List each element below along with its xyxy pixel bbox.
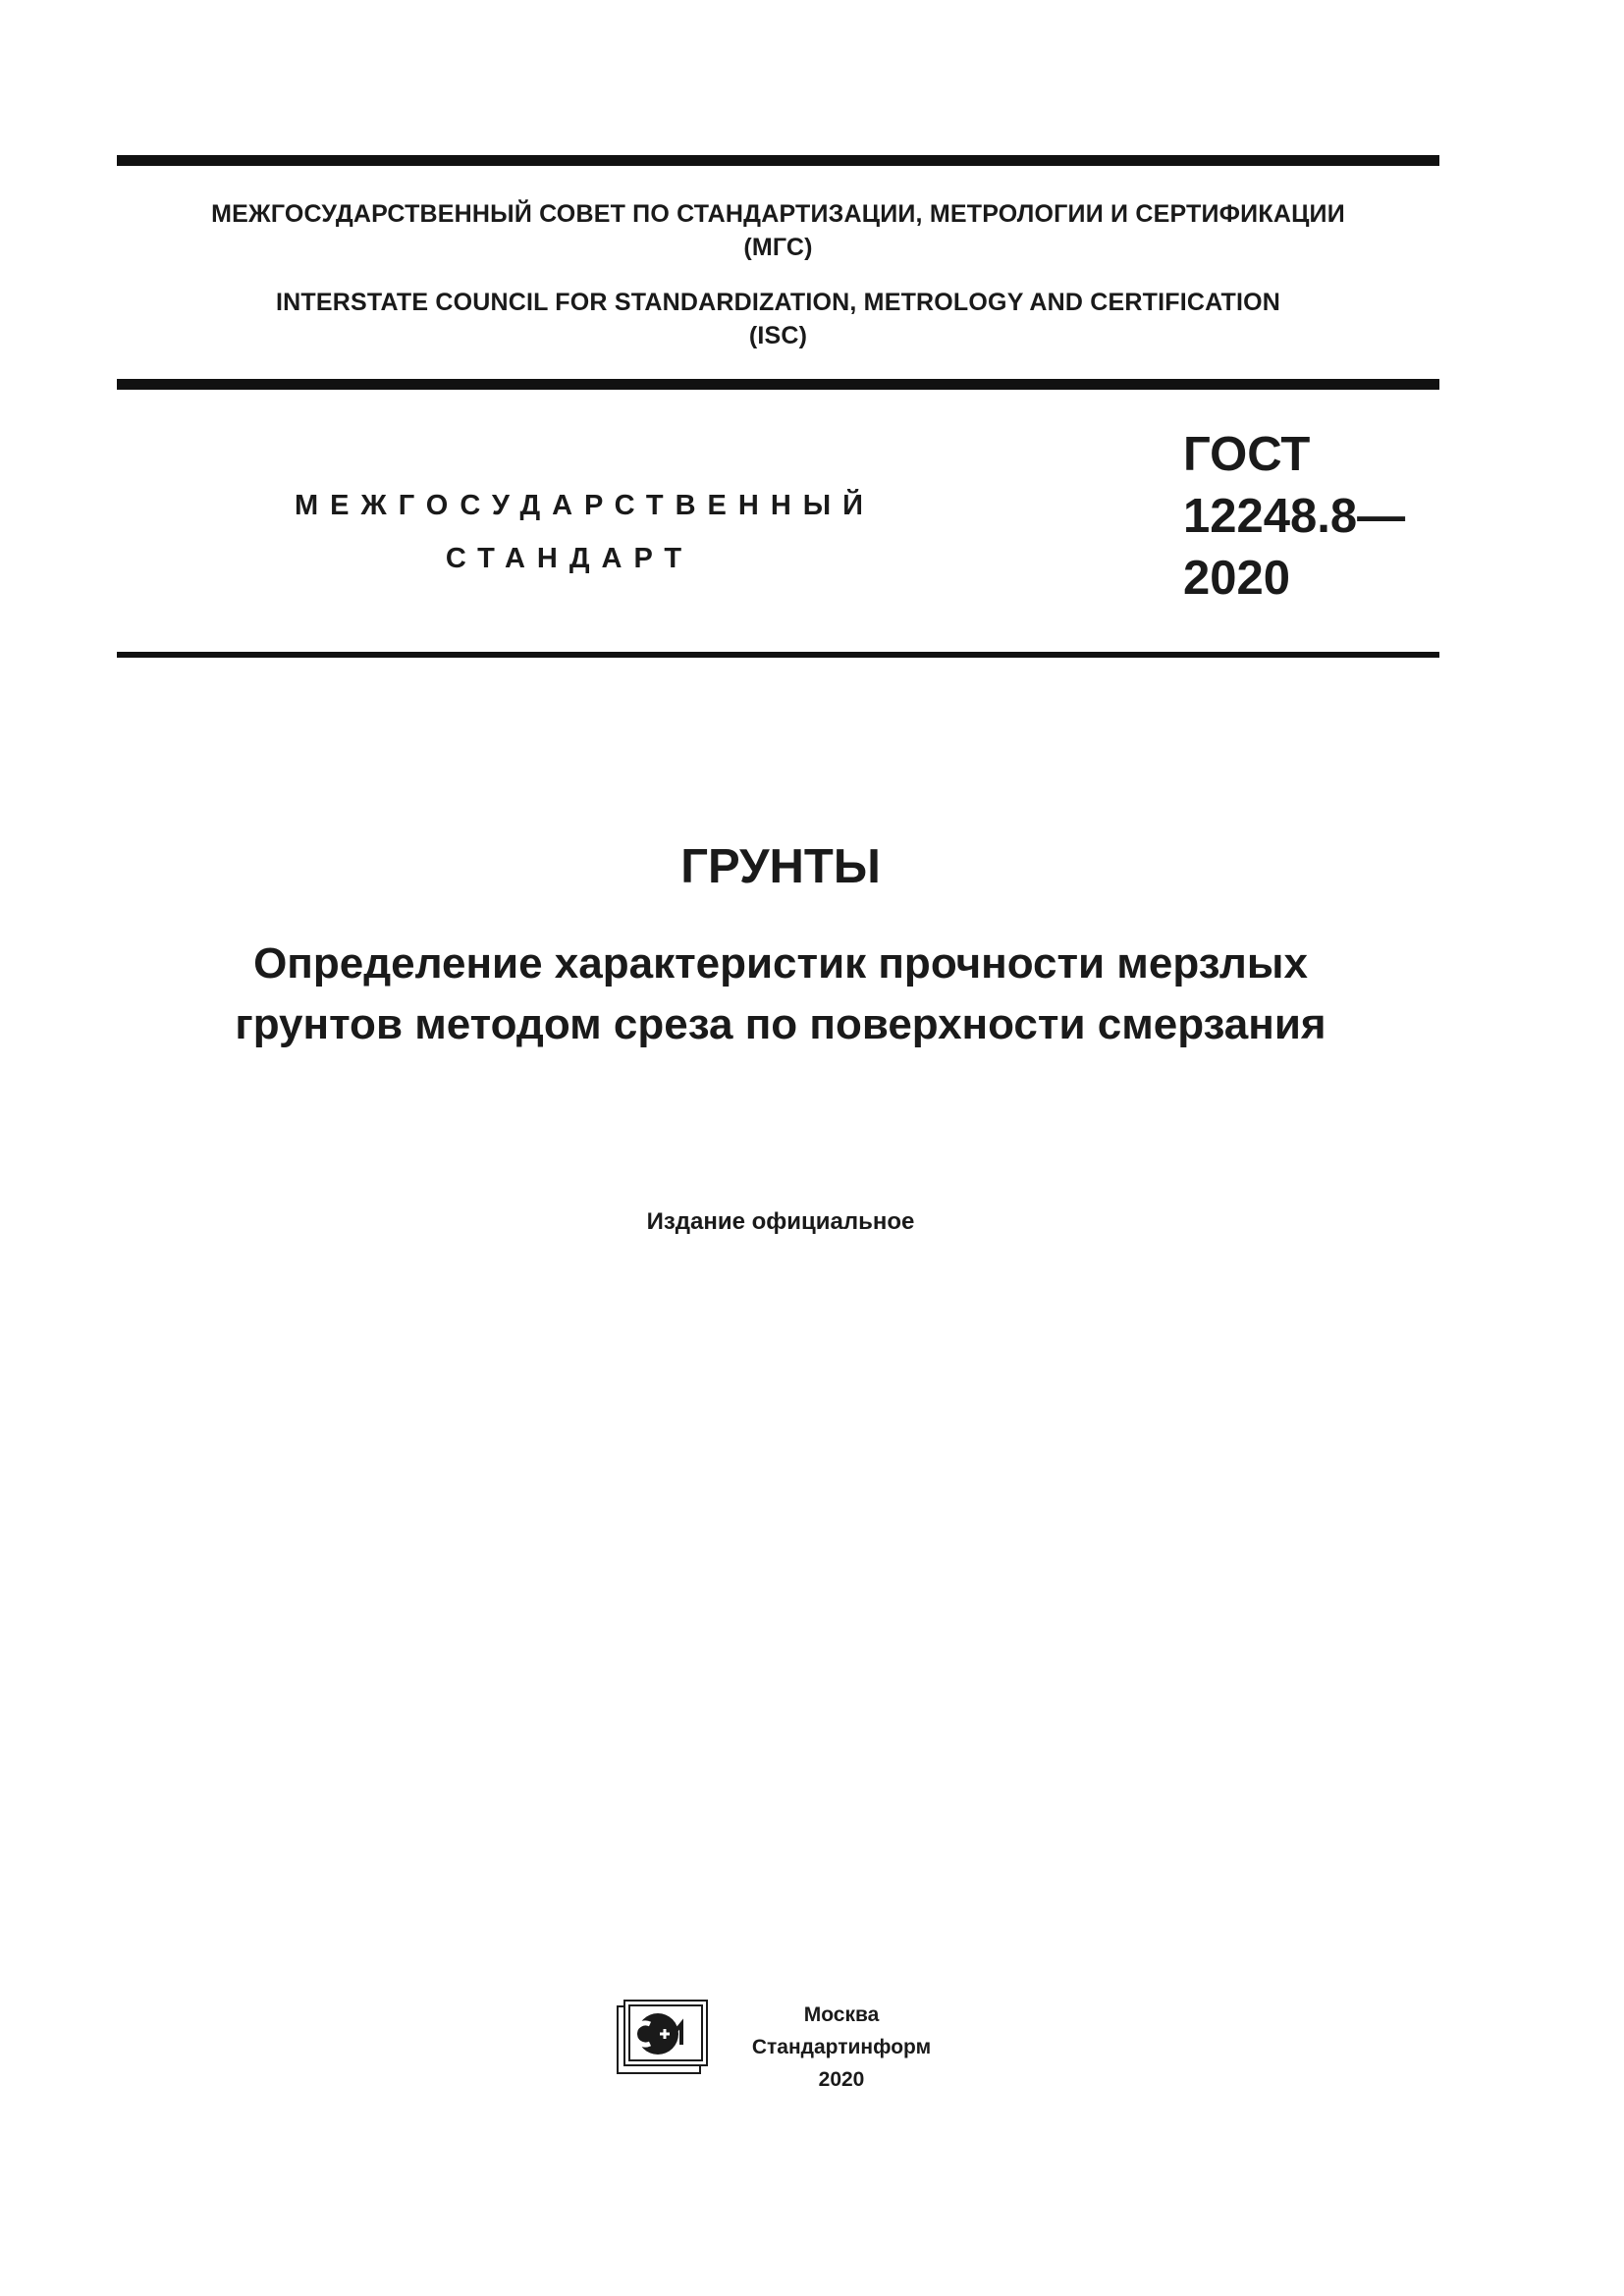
standard-type-line1: МЕЖГОСУДАРСТВЕННЫЙ — [295, 490, 876, 521]
council-name-en — [117, 286, 1439, 352]
standartinform-logo-icon — [617, 1999, 708, 2075]
publisher-city: Москва — [803, 2003, 880, 2026]
standard-code — [1183, 424, 1438, 610]
council-name-en-line1: INTERSTATE COUNCIL FOR STANDARDIZATION, METROLOGY AND CERTIFICATION — [275, 289, 1281, 316]
document-subtitle — [0, 934, 1561, 1055]
standard-type-line2: СТАНДАРТ — [445, 543, 694, 574]
council-abbrev-ru: (МГС) — [743, 234, 813, 261]
top-divider — [117, 155, 1439, 166]
council-name-ru-line1: МЕЖГОСУДАРСТВЕННЫЙ СОВЕТ ПО СТАНДАРТИЗАЦИИ, МЕТРОЛОГИИ И СЕРТИФИКАЦИИ — [211, 200, 1345, 228]
standard-code-line2: 12248.8— — [1183, 490, 1406, 543]
middle-divider — [117, 379, 1439, 390]
publisher-name: Стандартинформ — [751, 2036, 932, 2058]
publisher-info — [719, 1999, 964, 2096]
document-subtitle-line2: грунтов методом среза по поверхности смерзания — [235, 1000, 1326, 1048]
council-abbrev-en: (ISC) — [748, 322, 808, 349]
document-title: ГРУНТЫ — [680, 840, 881, 893]
standard-code-line1: ГОСТ — [1183, 428, 1311, 481]
council-name-ru — [117, 197, 1439, 264]
standard-code-line3: 2020 — [1183, 552, 1291, 605]
edition-note: Издание официальное — [646, 1208, 915, 1235]
publication-year: 2020 — [818, 2068, 865, 2091]
bottom-divider — [117, 652, 1439, 658]
document-subtitle-line1: Определение характеристик прочности мерзлых — [253, 939, 1308, 988]
standard-type — [295, 479, 876, 585]
